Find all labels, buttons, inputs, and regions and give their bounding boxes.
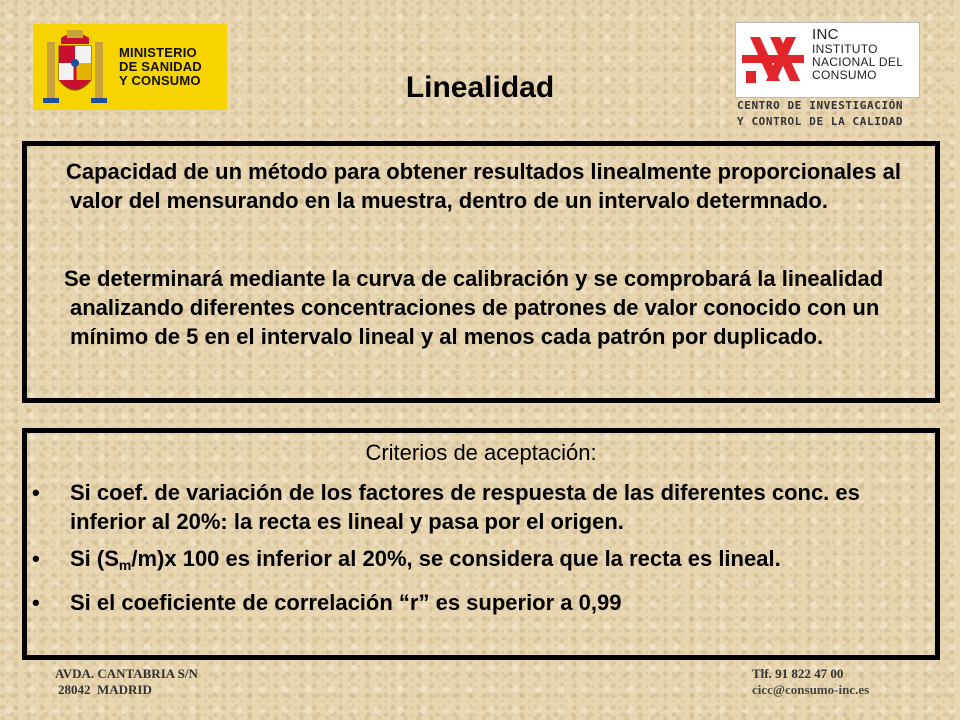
- criteria-item: • Si $(S_m/m)x$ 100 es inferior al 20%, se considera que la recta es lineal.: [32, 546, 781, 573]
- method-paragraph: Se determinará mediante la curva de calibración y se comprobará la linealidad analizando diferentes concentraciones de patrones de valor conocido con un mínimo de 5 en el intervalo lineal y al menos cada patrón por duplicado.: [64, 266, 884, 349]
- bullet-icon: •: [32, 590, 40, 615]
- email-link[interactable]: cicc@consumo-inc.es: [752, 682, 870, 697]
- bullet-icon: •: [32, 480, 40, 505]
- centro-caption: CENTRO DE INVESTIGACIÓN Y CONTROL DE LA CALIDAD: [737, 99, 904, 128]
- criteria-title: Criterios de aceptación:: [365, 440, 597, 465]
- phone-number: Tlf. 91 822 47 00: [752, 666, 844, 681]
- inc-emblem-icon: [740, 31, 806, 87]
- inc-name: INC INSTITUTO NACIONAL DEL CONSUMO: [812, 26, 904, 82]
- definition-paragraph: Capacidad de un método para obtener resultados linealmente proporcionales al valor del mensurando en la muestra, dentro de un intervalo determnado.: [66, 159, 901, 213]
- ministry-name: MINISTERIO DE SANIDAD Y CONSUMO: [119, 45, 202, 88]
- criteria-item: • Si coef. de variación de los factores de respuesta de las diferentes conc. es inferior al 20%: la recta es lineal y pasa por el origen.: [32, 480, 860, 534]
- criteria-item: • Si el coeficiente de correlación “r” es superior a 0,99: [32, 590, 622, 615]
- footer-contact: [752, 666, 869, 698]
- inc-logo: [735, 22, 920, 98]
- criteria-list: [30, 478, 920, 625]
- coat-of-arms-icon: [33, 24, 117, 110]
- footer-address: AVDA. CANTABRIA S/N 28042 MADRID: [55, 666, 198, 697]
- page-title: Linealidad: [405, 71, 555, 104]
- bullet-icon: •: [32, 546, 40, 571]
- ministry-logo: [33, 24, 227, 110]
